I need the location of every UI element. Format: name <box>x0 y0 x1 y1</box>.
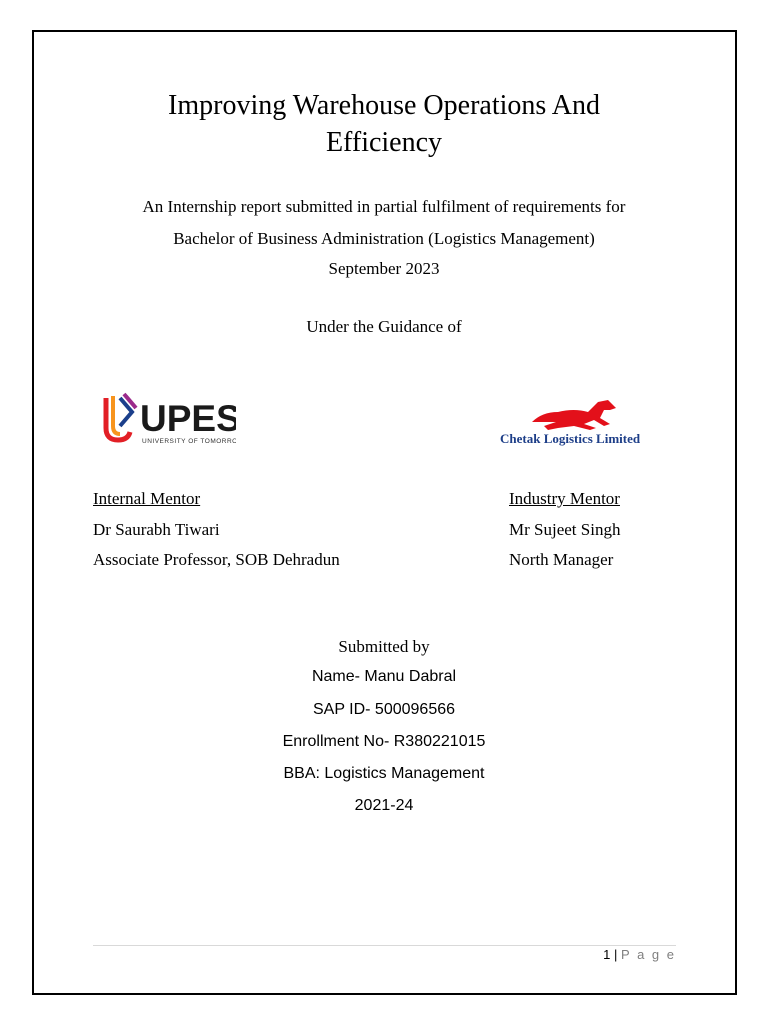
sap-id: SAP ID- 500096566 <box>312 701 456 718</box>
enrollment-number: Enrollment No- R380221015 <box>282 733 486 750</box>
chetak-logo <box>496 388 668 448</box>
page-number: 1 <box>603 947 611 962</box>
page-border <box>32 30 737 995</box>
chetak-wordmark: Chetak Logistics Limited <box>500 431 641 446</box>
footer-separator: | <box>614 947 618 962</box>
upes-wordmark: UPES <box>140 398 236 439</box>
guidance-label: Under the Guidance of <box>306 317 462 336</box>
footer-rule <box>93 945 676 946</box>
industry-mentor-designation: North Manager <box>509 550 614 569</box>
internal-mentor-heading: Internal Mentor <box>93 489 201 508</box>
subtitle-line-1: An Internship report submitted in partial fulfilment of requirements for <box>142 197 626 216</box>
report-date: September 2023 <box>328 259 440 278</box>
industry-mentor-name: Mr Sujeet Singh <box>509 520 621 539</box>
page-label: P a g e <box>621 947 676 962</box>
upes-logo <box>96 382 236 456</box>
horse-icon <box>532 400 616 430</box>
report-title <box>0 87 768 161</box>
upes-tagline: UNIVERSITY OF TOMORROW <box>142 438 236 445</box>
title-line-2: Efficiency <box>325 127 443 158</box>
subtitle-line-2: Bachelor of Business Administration (Logistics Management) <box>173 229 595 248</box>
page-footer <box>603 947 676 962</box>
industry-mentor-heading: Industry Mentor <box>509 489 620 508</box>
title-line-1: Improving Warehouse Operations And <box>168 90 600 121</box>
upes-logo-graphic <box>96 382 236 456</box>
internal-mentor-name: Dr Saurabh Tiwari <box>93 520 220 539</box>
chetak-logo-graphic <box>496 388 668 448</box>
submitted-by-label: Submitted by <box>338 637 430 656</box>
student-name: Name- Manu Dabral <box>311 668 457 685</box>
academic-year: 2021-24 <box>354 797 414 814</box>
program-name: BBA: Logistics Management <box>283 765 485 782</box>
internal-mentor-designation: Associate Professor, SOB Dehradun <box>93 550 340 569</box>
